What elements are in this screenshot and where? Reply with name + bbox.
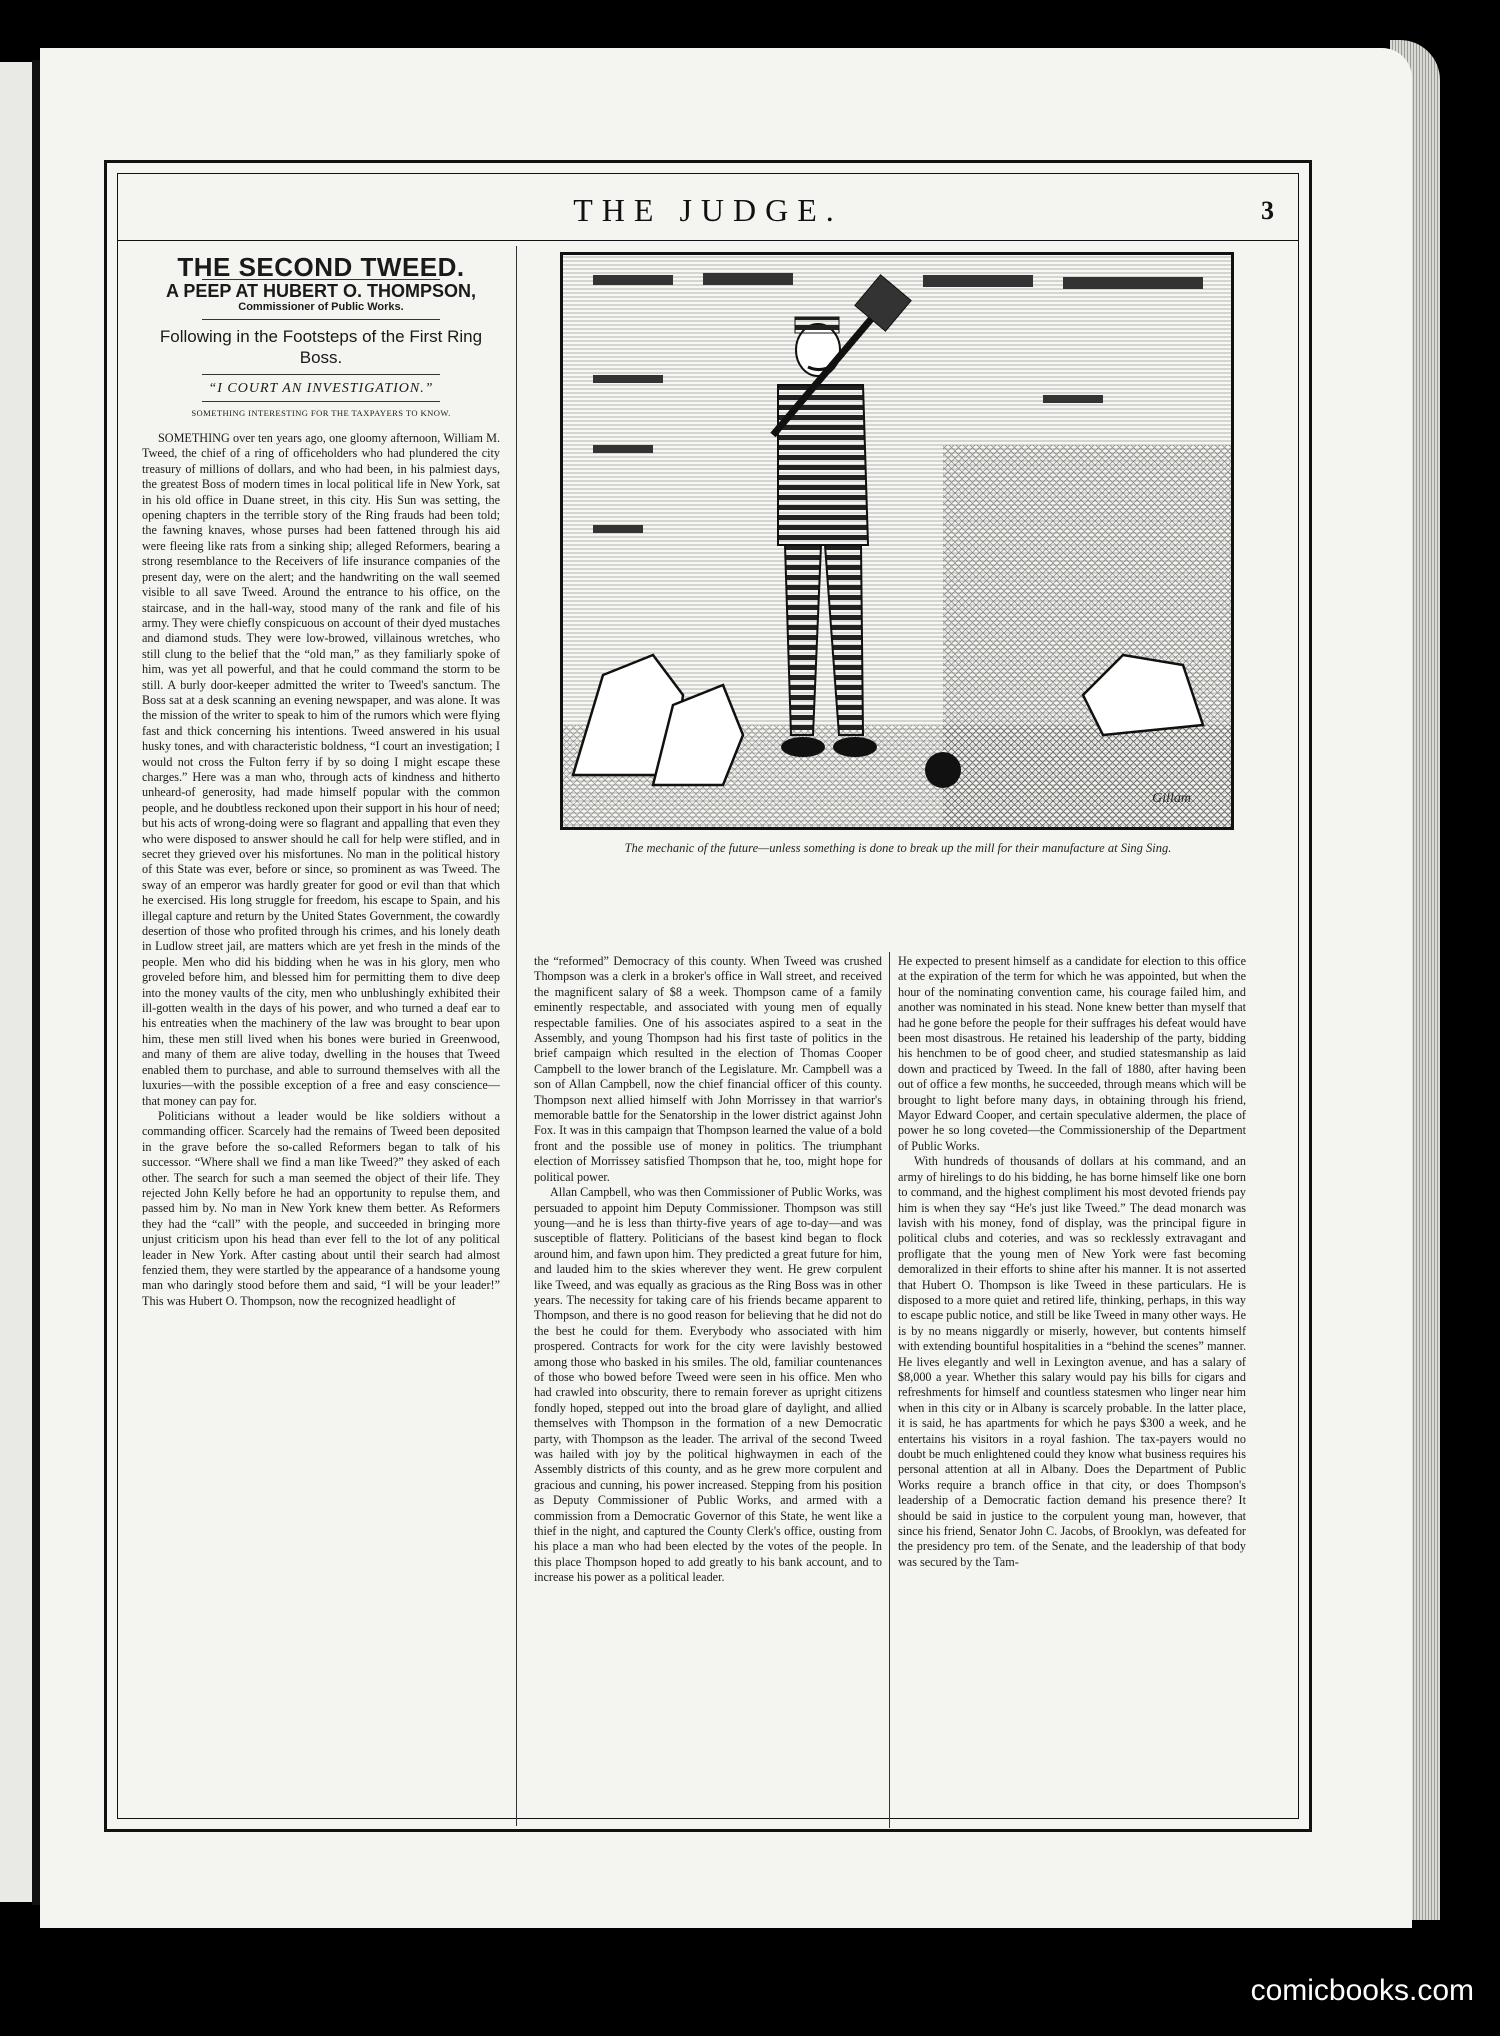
illustration [560, 252, 1234, 830]
article-column-2 [534, 954, 882, 1586]
illustration-drawing [563, 255, 1231, 827]
illustration-caption: The mechanic of the future—unless something is done to break up the mill for their manufacture at Sing Sing. [624, 841, 1172, 855]
masthead-rule [118, 240, 1298, 241]
paragraph: He expected to present himself as a candidate for election to this office at the expiration of the term for which he was appointed, but when the hour of the nominating convention came, his courage failed him, and another was nominated in his stead. None knew better than myself that had he gone before the people for their suffrages his defeat would have been most disastrous. He retained his leadership of the party, bidding his henchmen to be of good cheer, and studied statesmanship as laid down and practiced by Tweed. In the fall of 1880, after having been out of office a few months, he succeeded, through means which will be brought to light before many days, in obtaining through his friend, Mayor Edward Cooper, and certain speculative aldermen, the place of power he so long coveted—the Commissionership of the Department of Public Works. [898, 954, 1246, 1153]
headline-rule [202, 401, 440, 402]
column-rule [889, 952, 890, 1828]
headline-rule [202, 319, 440, 320]
paragraph: With hundreds of thousands of dollars at his command, and an army of hirelings to do his bidding, he has borne himself like one born to command, and the highest compliment his most devoted friends pay him is when they say “He's just like Tweed.” The dead monarch was lavish with his money, fond of display, was the principal figure in political clubs and coteries, and was so recklessly extravagant and profligate that the young men of New York were fast becoming demoralized in their efforts to shine after his manner. It is not asserted that Hubert O. Thompson is like Tweed in these particulars. He is disposed to a more quiet and retired life, thinking, perhaps, in this way to escape public notice, and still be like Tweed in many other ways. He is by no means niggardly or miserly, however, but contents himself with extending bountiful hospitalities in a “behind the scenes” manner. He lives elegantly and well in Lexington avenue, and has a salary of $8,000 a year. Whether this salary would pay his bills for cigars and refreshments for himself and countless statesmen who linger near him when in this city or in Albany is scarcely probable. In the latter place, it is said, he has apartments for which he pays $300 a week, and he entertains his visitors in a royal fashion. The tax-payers would no doubt be much enlightened could they know what business requires his personal attention at all in Albany. Does the Department of Public Works require a branch office in that city, or does Thompson's leadership of a Democratic faction demand his presence there? It should be said in justice to the corpulent young man, however, that since his friend, Senator John C. Jacobs, of Brooklyn, was defeated for the presidency pro tem. of the Senate, and the leadership of that body was secured by the Tam- [898, 1154, 1246, 1569]
byline-title: Commissioner of Public Works. [238, 300, 404, 313]
page-frame [104, 160, 1312, 1832]
subheadline: A PEEP AT HUBERT O. THOMPSON, [165, 281, 477, 302]
headline: THE SECOND TWEED. [177, 252, 465, 282]
artist-signature: Gillam [1152, 791, 1191, 806]
page-number: 3 [1261, 196, 1274, 225]
kicker: SOMETHING INTERESTING FOR THE TAXPAYERS TO KNOW. [191, 407, 451, 418]
paragraph: SOMETHING over ten years ago, one gloomy afternoon, William M. Tweed, the chief of a ring of officeholders who had plundered the city treasury of millions of dollars, and who had been, in his palmiest days, the greatest Boss of modern times in local political life in New York, sat in his old office in Duane street, in this city. His Sun was setting, the opening chapters in the terrible story of the Ring frauds had been told; the fawning knaves, whose purses had been fattened through his aid were fleeing like rats from a sinking ship; alleged Reformers, bearing a strong resemblance to the Receivers of life insurance companies of the present day, were on the alert; and the handwriting on the wall seemed visible to all save Tweed. Around the entrance to his office, on the staircase, and in the hall-way, stood many of the rank and file of his army. They were chiefly conspicuous on account of their dyed mustaches and diamond studs. They were low-browed, villainous wretches, who still clung to the belief that the “old man,” as they familiarly spoke of him, was yet all powerful, and that he could command the storm to be still. A burly door-keeper admitted the writer to Tweed's sanctum. The Boss sat at a desk scanning an evening newspaper, and was alone. It was the mission of the writer to speak to him of the rumors which were flying fast and thick concerning his intentions. Tweed answered in his usual husky tones, and with characteristic boldness, “I court an investigation; I would not cross the Fulton ferry if by so doing I might escape these charges.” Here was a man who, through acts of kindness and hitherto unheard-of generosity, had made himself popular with the common people, and he doubtless reckoned upon their support in his hour of need; but his acts of wrong-doing were so flagrant and appalling that even they who were disposed to answer should he call for help were stifled, and in secret they grieved over his misfortunes. No man in the political history of this State was ever, before or since, so prominent as was Tweed. The sway of an emperor was hardly greater for good or evil than that which he exercised. His long struggle for freedom, his escape to Spain, and his illegal capture and return by the United States Government, the cowardly desertion of those who profited through his crimes, and his lonely death in Ludlow street jail, are matters which are yet fresh in the minds of the people. Men who did his bidding when he was in his glory, men who groveled before him, and blessed him for permitting them to dive deep into the money vaults of the city, men who unblushingly exhibited their ill-gotten wealth in the days of his power, and who turned a deaf ear to his entreaties when the machinery of the law was brought to bear upon him, these men still lived when his bones were buried in Greenwood, and many of them are alive today, dwelling in the houses that Tweed enabled them to purchase, and able to surround themselves with all the luxuries—with the possible exception of a free and easy conscience—that money can pay for. [142, 431, 500, 1108]
watermark-text: comicbooks.com [1250, 1974, 1474, 2007]
paragraph: Politicians without a leader would be like soldiers without a commanding officer. Scarcely had the remains of Tweed been deposited in the grave before the so-called Reformers began to talk of his successor. “Where shall we find a man like Tweed?” they asked of each other. The search for such a man seemed the object of their life. They rejected John Kelly before he had an opportunity to repulse them, and passed him by. No man in New York knew them better. As Reformers they had the “call” with the people, and succeeded in bringing more unjust criticism upon his head than ever fell to the lot of any political leader in New York. After casting about until their search had almost fenzied them, they were startled by the appearance of a handsome young man who daringly stood before them and said, “I will be your leader!” This was Hubert O. Thompson, now the recognized headlight of [142, 1108, 500, 1308]
column-rule [516, 246, 517, 1826]
paragraph: Allan Campbell, who was then Commissioner of Public Works, was persuaded to appoint him Deputy Commissioner. Thompson was still young—and he is less than thirty-five years of age to-day—and was susceptible of flattery. Politicians of the basest kind began to flock around him, and fawn upon him. They predicted a great future for him, and lauded him to the skies wherever they went. He grew corpulent like Tweed, and was equally as gracious as the Ring Boss was in other years. The necessity for taking care of his friends became apparent to Thompson, and there is no good reason for believing that he did not do the best he could for them. Everybody who associated with him prospered. Contracts for work for the city were lavishly bestowed among those who basked in his smiles. The old, familiar countenances of those who bowed before Tweed were seen in his office. Men who had crawled into obscurity, there to remain forever as upright citizens fondly hoped, stepped out into the broad glare of daylight, and allied themselves with Thompson in the formation of a new Democratic party, with Thompson as the leader. The arrival of the second Tweed was hailed with joy by the political highwaymen in each of the Assembly districts of this county, and as he grew more corpulent and gracious and cunning, his power increased. Stepping from his position as Deputy Commissioner of Public Works, and armed with a commission from a Democratic Governor of this State, he went like a thief in the night, and captured the County Clerk's office, ousting from his place a man who had been elected by the votes of the people. In this place Thompson hoped to add greatly to his bank account, and to increase his power as a political leader. [534, 1185, 882, 1585]
pull-quote: “I COURT AN INVESTIGATION.” [208, 381, 434, 397]
page-frame-inner [117, 173, 1299, 1819]
masthead-title: THE JUDGE. [573, 192, 843, 228]
article-column-1 [142, 252, 500, 1309]
paragraph: the “reformed” Democracy of this county. When Tweed was crushed Thompson was a clerk in a broker's office in Wall street, and received the magnificent salary of $8 a week. Thompson came of a family eminently respectable, and associated with young men of equally respectable families. One of his associates aspired to a seat in the Assembly, and young Thompson had his first taste of politics in the brief campaign which resulted in the election of Thomas Cooper Campbell to the lower branch of the Legislature. Mr. Campbell was a son of Allan Campbell, now the chief financial officer of this county. Thompson next allied himself with John Morrissey in that warrior's memorable battle for the Senatorship in the lower district against John Fox. It was in this campaign that Thompson learned the value of a bold front and the possible use of money in politics. The triumphant election of Morrissey satisfied Thompson that he, too, might hope for political power. [534, 954, 882, 1184]
headline-rule [202, 374, 440, 375]
article-column-3 [898, 954, 1246, 1570]
left-page-edge [0, 62, 32, 1902]
deck: Following in the Footsteps of the First Ring Boss. [159, 327, 483, 368]
